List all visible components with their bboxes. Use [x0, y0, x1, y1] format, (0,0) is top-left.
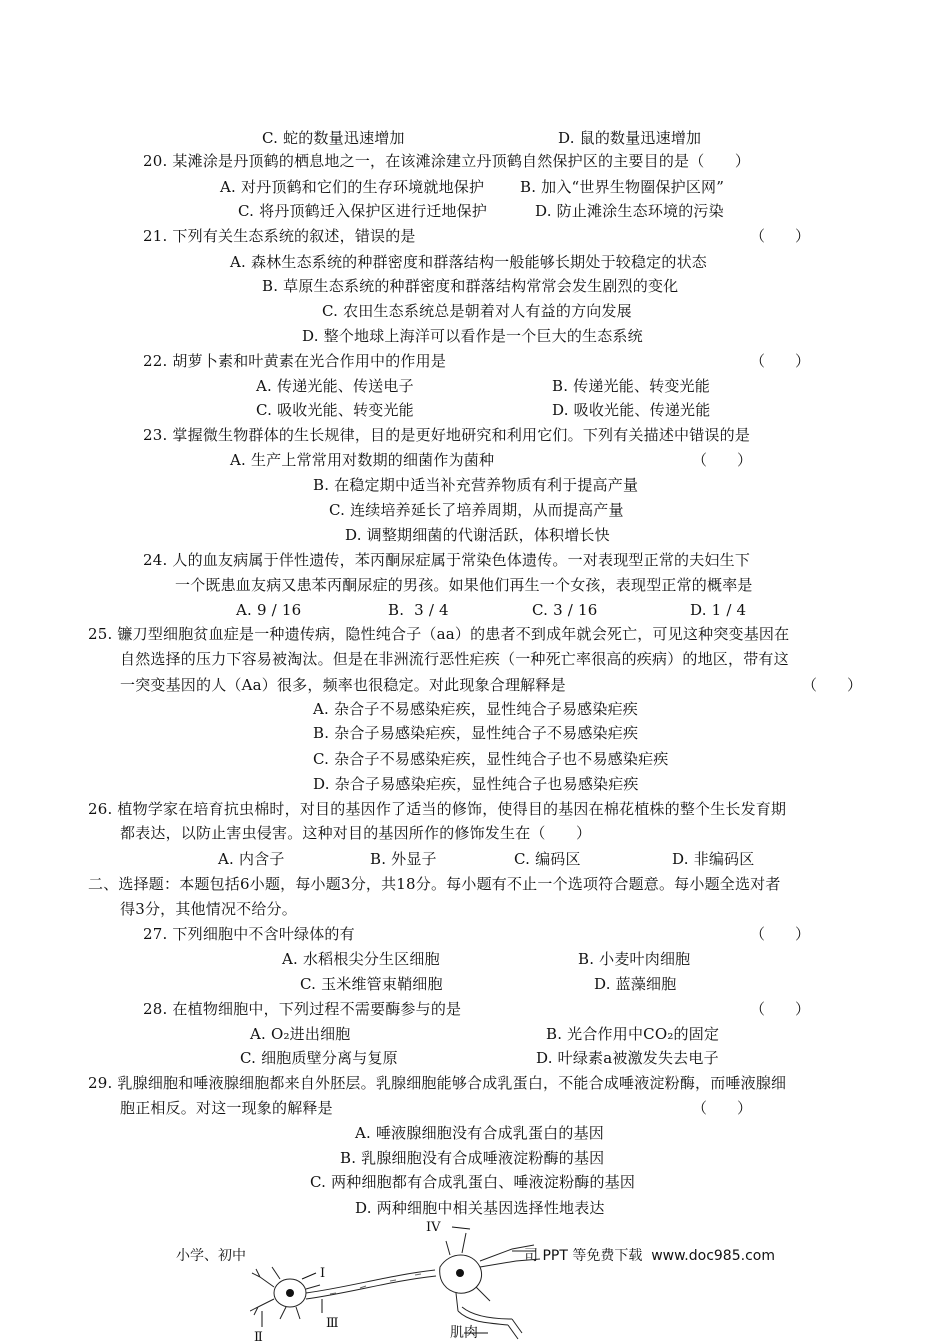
q26-stem-line2: 都表达，以防止害虫侵害。这种对目的基因所作的修饰发生在（ ）: [120, 824, 592, 842]
q26-option-b: B. 外显子: [370, 850, 437, 868]
q26-stem-line1: 26. 植物学家在培育抗虫棉时，对目的基因作了适当的修饰，使得目的基因在棉花植株的整个生长发育期: [88, 800, 787, 818]
label-iii: Ⅲ: [326, 1316, 339, 1331]
q27-option-b: B. 小麦叶肉细胞: [578, 950, 691, 968]
q27-option-a: A. 水稻根尖分生区细胞: [282, 950, 440, 968]
q22-option-a: A. 传递光能、传送电子: [256, 377, 414, 395]
q23-answer-paren: （ ）: [692, 451, 753, 469]
q28-answer-paren: （ ）: [750, 1000, 811, 1018]
q21-option-a: A. 森林生态系统的种群密度和群落结构一般能够长期处于较稳定的状态: [230, 253, 707, 271]
q26-option-d: D. 非编码区: [672, 850, 755, 868]
q20-option-a: A. 对丹顶鹤和它们的生存环境就地保护: [220, 178, 485, 196]
label-iv: IV: [426, 1220, 441, 1235]
q21-option-b: B. 草原生态系统的种群密度和群落结构常常会发生剧烈的变化: [262, 277, 679, 295]
neuron-reflex-figure: [250, 1215, 550, 1344]
label-ii: Ⅱ: [254, 1330, 263, 1344]
axon: [306, 1270, 436, 1299]
label-i: I: [320, 1266, 326, 1281]
q20-option-d: D. 防止滩涂生态环境的污染: [535, 202, 724, 220]
q28-option-b: B. 光合作用中CO₂的固定: [546, 1025, 720, 1043]
q22-answer-paren: （ ）: [750, 352, 811, 370]
q20-stem: 20. 某滩涂是丹顶鹤的栖息地之一，在该滩涂建立丹顶鹤自然保护区的主要目的是（ ）: [143, 152, 751, 170]
q28-option-d: D. 叶绿素a被激发失去电子: [536, 1049, 719, 1067]
q25-option-b: B. 杂合子易感染疟疾，显性纯合子不易感染疟疾: [313, 724, 639, 742]
q21-option-d: D. 整个地球上海洋可以看作是一个巨大的生态系统: [302, 327, 643, 345]
q25-stem-line2: 自然选择的压力下容易被淘汰。但是在非洲流行恶性疟疾（一种死亡率很高的疾病）的地区，带有这: [120, 650, 789, 668]
q22-option-c: C. 吸收光能、转变光能: [256, 401, 414, 419]
q27-option-d: D. 蓝藻细胞: [594, 975, 677, 993]
q22-stem: 22. 胡萝卜素和叶黄素在光合作用中的作用是: [143, 352, 447, 370]
q27-answer-paren: （ ）: [750, 925, 811, 943]
q27-stem: 27. 下列细胞中不含叶绿体的有: [143, 925, 355, 943]
q21-answer-paren: （ ）: [750, 227, 811, 245]
q24-option-b: B. 3 / 4: [388, 601, 449, 619]
q23-option-d: D. 调整期细菌的代谢活跃，体积增长快: [345, 526, 610, 544]
q25-option-a: A. 杂合子不易感染疟疾，显性纯合子易感染疟疾: [313, 700, 638, 718]
q25-option-c: C. 杂合子不易感染疟疾，显性纯合子也不易感染疟疾: [313, 750, 669, 768]
q26-option-c: C. 编码区: [514, 850, 581, 868]
section-2-heading: 二、选择题：本题包括6小题，每小题3分，共18分。每小题有不止一个选项符合题意。每小题全选对者: [88, 875, 781, 893]
right-nucleus: [456, 1269, 464, 1277]
q29-answer-paren: （ ）: [692, 1099, 753, 1117]
q23-option-a: A. 生产上常常用对数期的细菌作为菌种: [230, 451, 495, 469]
q28-option-c: C. 细胞质壁分离与复原: [240, 1049, 398, 1067]
q25-stem-line3: 一突变基因的人（Aa）很多，频率也很稳定。对此现象合理解释是: [120, 676, 566, 694]
q25-stem-line1: 25. 镰刀型细胞贫血症是一种遗传病，隐性纯合子（aa）的患者不到成年就会死亡，可见这种突变基因在: [88, 625, 790, 643]
label-muscle: 肌肉: [450, 1325, 478, 1341]
q29-option-a: A. 唾液腺细胞没有合成乳蛋白的基因: [355, 1124, 604, 1142]
q23-option-c: C. 连续培养延长了培养周期，从而提高产量: [329, 501, 624, 519]
q20-option-c: C. 将丹顶鹤迁入保护区进行迁地保护: [238, 202, 488, 220]
q24-stem-line1: 24. 人的血友病属于伴性遗传，苯丙酮尿症属于常染色体遗传。一对表现型正常的夫妇生下: [143, 551, 751, 569]
q19-option-c: C. 蛇的数量迅速增加: [262, 129, 405, 147]
q20-option-b: B. 加入“世界生物圈保护区网”: [520, 178, 725, 196]
q22-option-b: B. 传递光能、转变光能: [552, 377, 710, 395]
q23-option-b: B. 在稳定期中适当补充营养物质有利于提高产量: [313, 476, 639, 494]
q24-option-c: C. 3 / 16: [532, 601, 598, 619]
q19-option-d: D. 鼠的数量迅速增加: [558, 129, 702, 147]
q24-option-d: D. 1 / 4: [690, 601, 747, 619]
q24-stem-line2: 一个既患血友病又患苯丙酮尿症的男孩。如果他们再生一个女孩，表现型正常的概率是: [175, 576, 753, 594]
q26-option-a: A. 内含子: [218, 850, 285, 868]
q29-option-b: B. 乳腺细胞没有合成唾液淀粉酶的基因: [340, 1149, 605, 1167]
q28-option-a: A. O₂进出细胞: [250, 1025, 351, 1043]
footer-download-text: 司 PPT 等免费下载 www.doc985.com: [524, 1248, 775, 1264]
q29-option-d: D. 两种细胞中相关基因选择性地表达: [355, 1199, 605, 1217]
footer-left-text: 小学、初中: [176, 1248, 246, 1264]
q21-option-c: C. 农田生态系统总是朝着对人有益的方向发展: [322, 302, 632, 320]
q29-stem-line2: 胞正相反。对这一现象的解释是: [120, 1099, 333, 1117]
q22-option-d: D. 吸收光能、传递光能: [552, 401, 711, 419]
left-nucleus: [286, 1289, 294, 1297]
q25-option-d: D. 杂合子易感染疟疾，显性纯合子也易感染疟疾: [313, 775, 639, 793]
q23-stem: 23. 掌握微生物群体的生长规律，目的是更好地研究和利用它们。下列有关描述中错误的是: [143, 426, 751, 444]
q24-option-a: A. 9 / 16: [236, 601, 302, 619]
q29-option-c: C. 两种细胞都有合成乳蛋白、唾液淀粉酶的基因: [310, 1173, 636, 1191]
right-neuron: [440, 1233, 540, 1311]
q21-stem: 21. 下列有关生态系统的叙述，错误的是: [143, 227, 416, 245]
q28-stem: 28. 在植物细胞中，下列过程不需要酶参与的是: [143, 1000, 462, 1018]
q29-stem-line1: 29. 乳腺细胞和唾液腺细胞都来自外胚层。乳腺细胞能够合成乳蛋白，不能合成唾液淀粉酶，而唾液腺细: [88, 1074, 787, 1092]
q25-answer-paren: （ ）: [802, 676, 863, 694]
q27-option-c: C. 玉米维管束鞘细胞: [300, 975, 443, 993]
section-2-heading-cont: 得3分，其他情况不给分。: [120, 900, 297, 918]
